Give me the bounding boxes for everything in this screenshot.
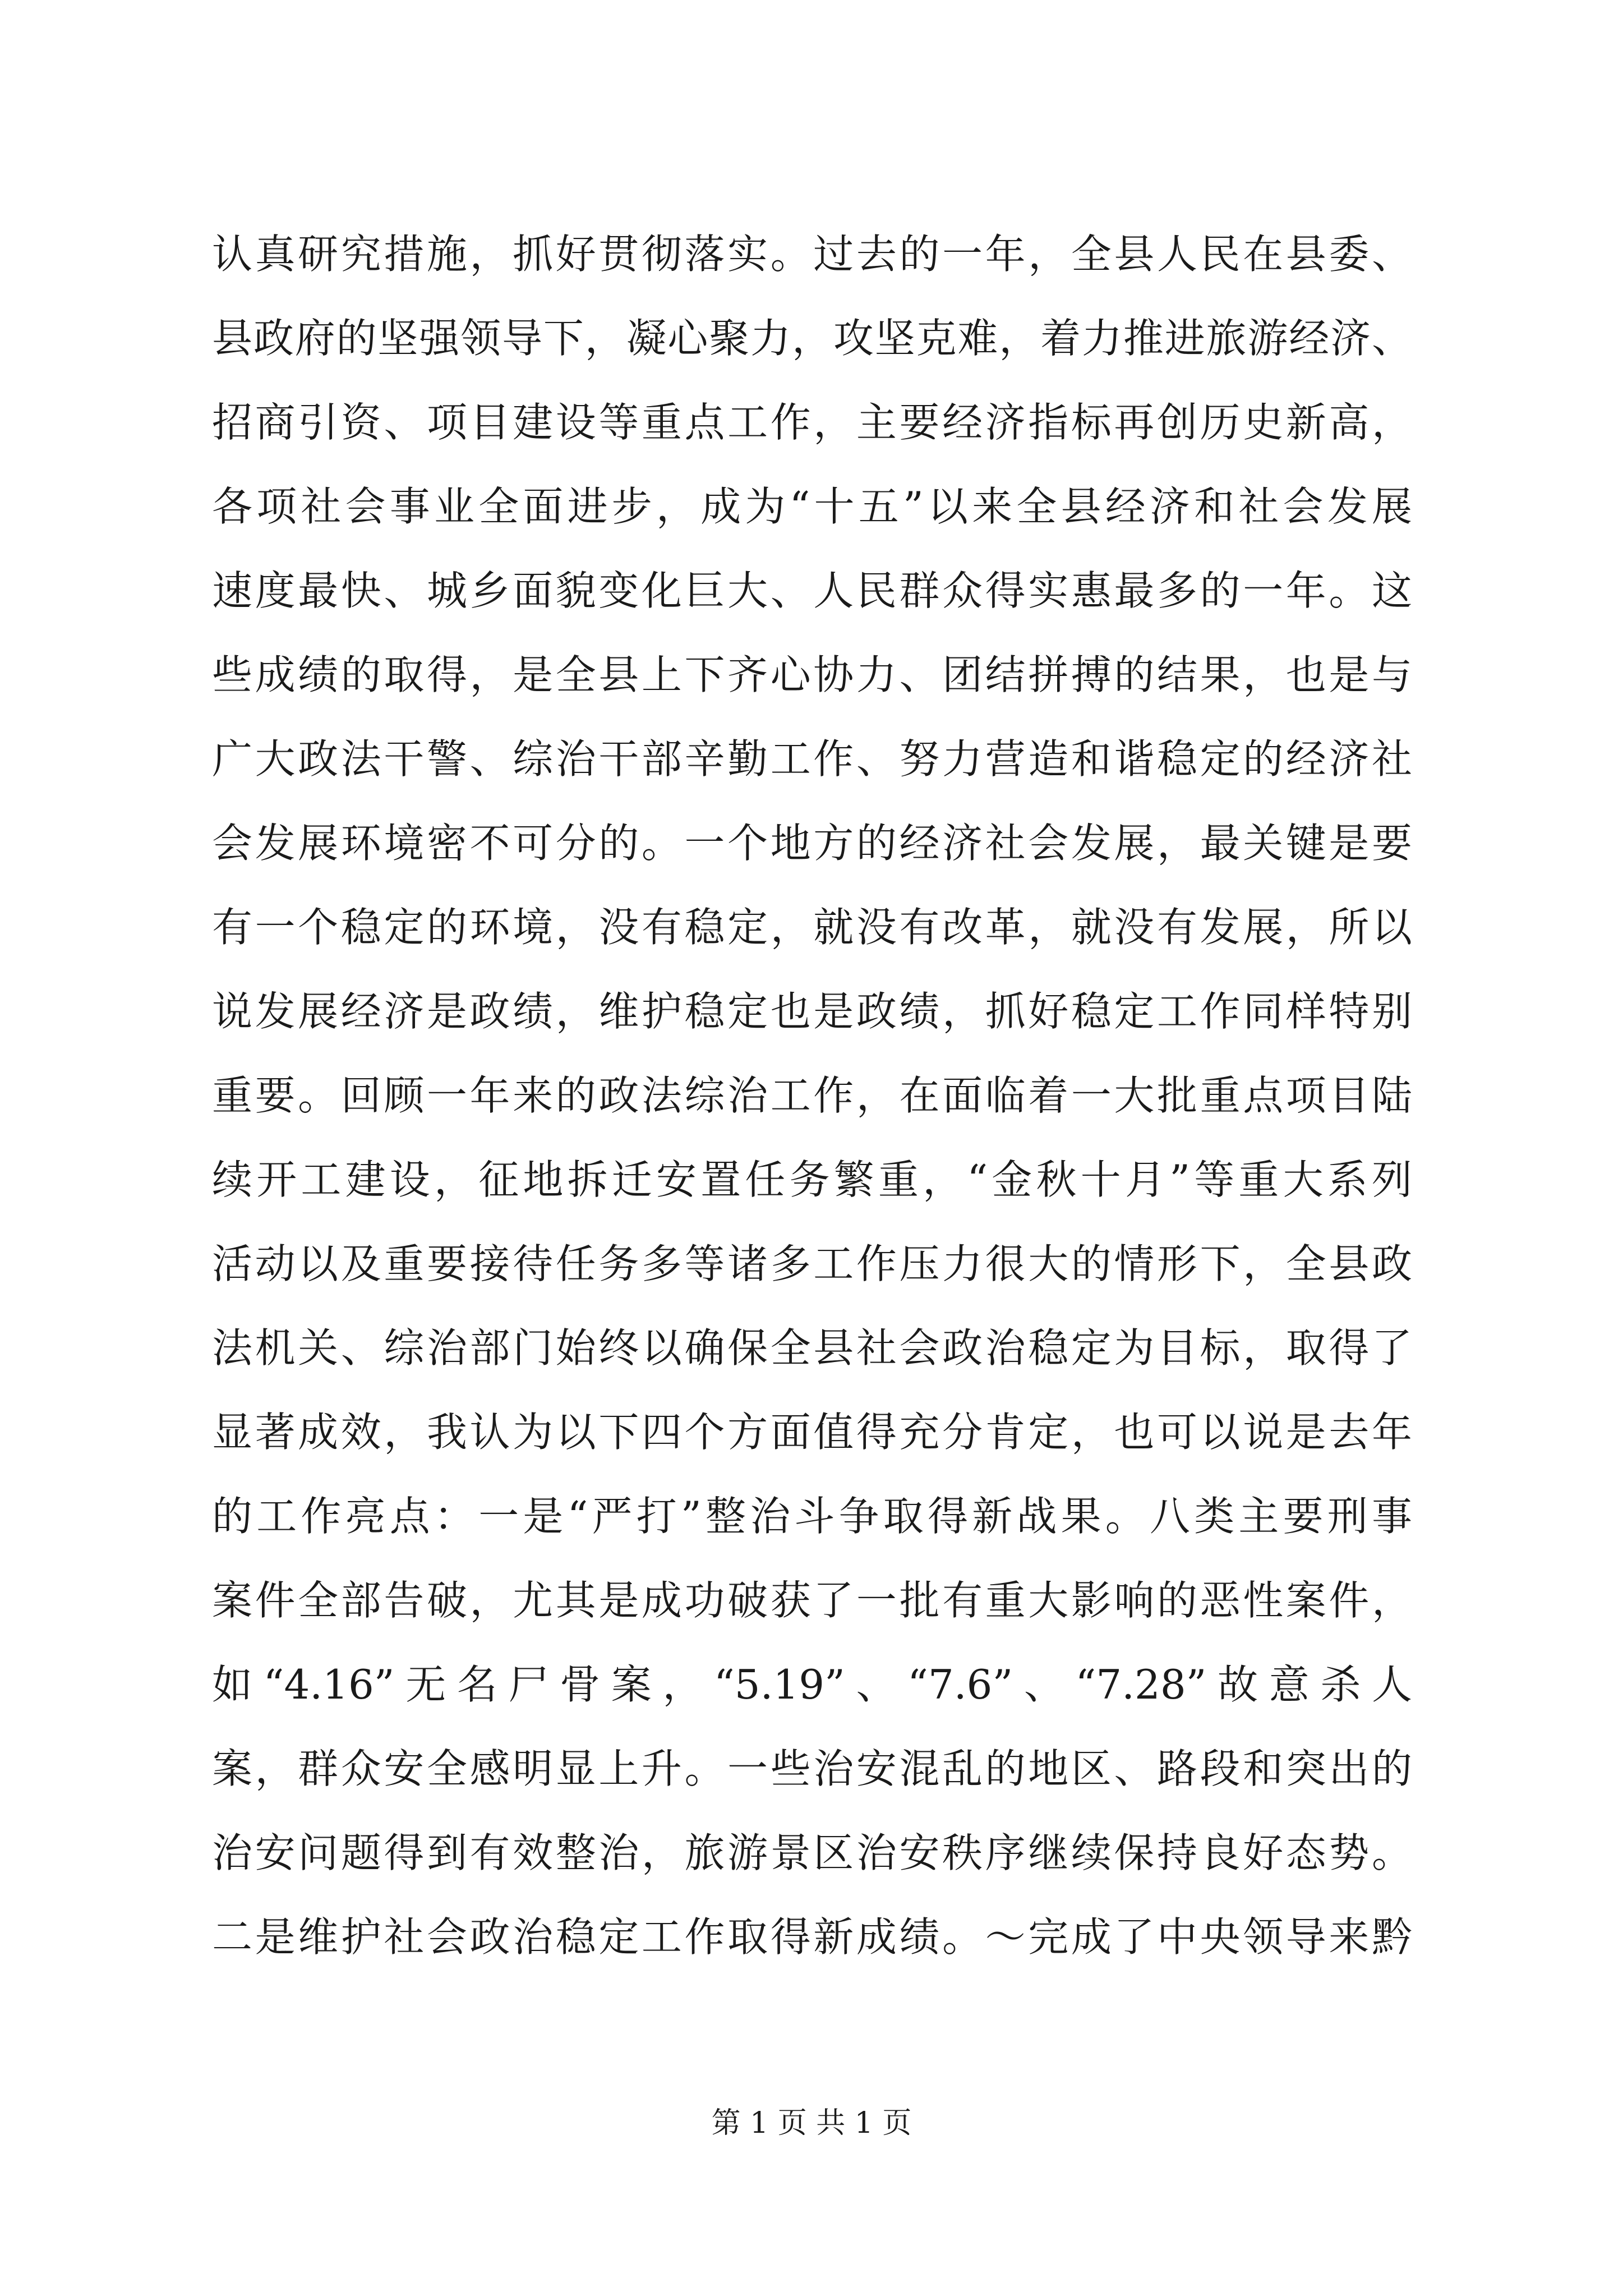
text-line: 认真研究措施，抓好贯彻落实。过去的一年，全县人民在县委、: [212, 231, 1412, 278]
text-line: 县政府的坚强领导下，凝心聚力，攻坚克难，着力推进旅游经济、: [212, 315, 1412, 362]
text-line: 有一个稳定的环境，没有稳定，就没有改革，就没有发展，所以: [212, 904, 1412, 951]
text-line: 显著成效，我认为以下四个方面值得充分肯定，也可以说是去年: [212, 1409, 1412, 1456]
text-line: 说发展经济是政绩，维护稳定也是政绩，抓好稳定工作同样特别: [212, 988, 1412, 1035]
page-footer: [0, 2104, 1623, 2143]
text-line: 广大政法干警、综治干部辛勤工作、努力营造和谐稳定的经济社: [212, 735, 1412, 783]
text-line: 如“4.16”无名尸骨案，“5.19”、“7.6”、“7.28”故意杀人: [212, 1661, 1412, 1708]
text-line: 的工作亮点：一是“严打”整治斗争取得新战果。八类主要刑事: [212, 1493, 1412, 1540]
page-number-label: 第 1 页 共 1 页: [711, 2106, 912, 2140]
text-line: 法机关、综治部门始终以确保全县社会政治稳定为目标，取得了: [212, 1324, 1412, 1372]
text-line: 续开工建设，征地拆迁安置任务繁重，“金秋十月”等重大系列: [212, 1156, 1412, 1203]
text-line: 案件全部告破，尤其是成功破获了一批有重大影响的恶性案件，: [212, 1577, 1412, 1624]
text-line: 活动以及重要接待任务多等诸多工作压力很大的情形下，全县政: [212, 1240, 1412, 1287]
text-line: 些成绩的取得，是全县上下齐心协力、团结拼搏的结果，也是与: [212, 651, 1412, 698]
text-line: 二是维护社会政治稳定工作取得新成绩。～完成了中央领导来黔: [212, 1913, 1412, 1961]
text-line: 重要。回顾一年来的政法综治工作，在面临着一大批重点项目陆: [212, 1072, 1412, 1119]
text-line: 案，群众安全感明显上升。一些治安混乱的地区、路段和突出的: [212, 1745, 1412, 1792]
text-line: 治安问题得到有效整治，旅游景区治安秩序继续保持良好态势。: [212, 1829, 1412, 1876]
body-text: [212, 212, 1412, 1979]
text-line: 速度最快、城乡面貌变化巨大、人民群众得实惠最多的一年。这: [212, 567, 1412, 614]
text-line: 各项社会事业全面进步，成为“十五”以来全县经济和社会发展: [212, 483, 1412, 530]
text-line: 招商引资、项目建设等重点工作，主要经济指标再创历史新高，: [212, 399, 1412, 446]
text-line: 会发展环境密不可分的。一个地方的经济社会发展，最关键是要: [212, 820, 1412, 867]
